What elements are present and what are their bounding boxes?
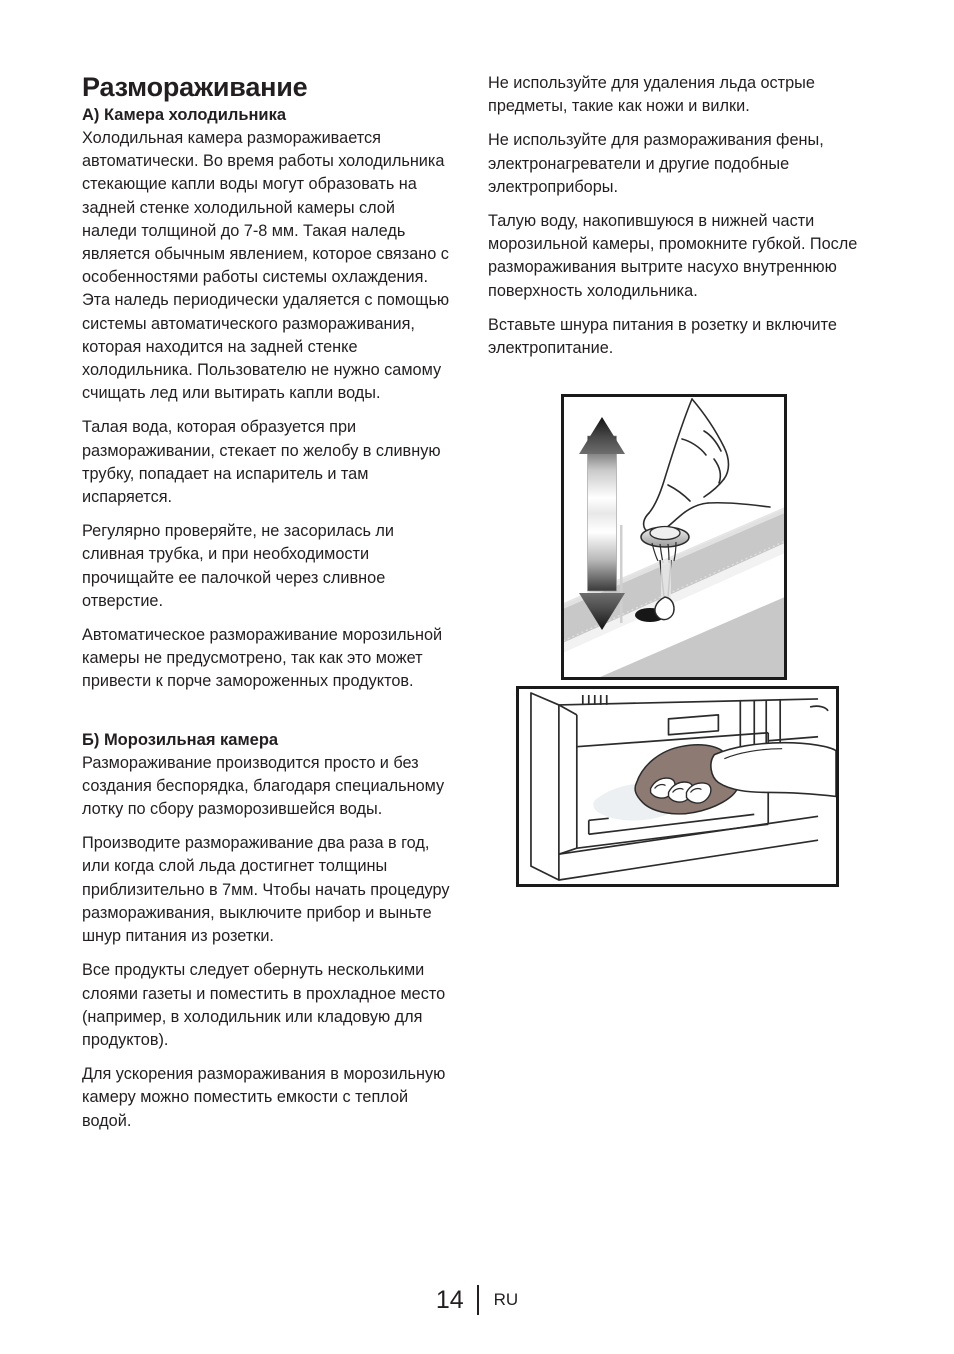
right-paragraph-2: Не используйте для размораживания фены, электронагреватели и другие подобные электроприборы. [488, 131, 824, 196]
section-b-heading: Б) Морозильная камера [82, 730, 279, 749]
section-a-heading: А) Камера холодильника [82, 106, 287, 124]
right-column [488, 72, 860, 360]
right-paragraph-3: Талую воду, накопившуюся в нижней части морозильной камеры, промокните губкой. После размораживания вытрите насухо внутреннюю поверхность холодильника. [488, 212, 858, 300]
drain-plug-illustration [561, 394, 787, 680]
section-a-paragraph-2: Талая вода, которая образуется при размораживании, стекает по желобу в сливную трубку, попадает на испаритель и там испаряется. [82, 418, 441, 507]
section-b-paragraph-4: Для ускорения размораживания в морозильную камеру можно поместить емкости с теплой водой. [82, 1065, 446, 1130]
section-spacer [82, 705, 454, 729]
section-b-paragraph-1: Размораживание производится просто и без создания беспорядка, благодаря специальному лотку по сбору разморозившейся воды. [82, 753, 445, 819]
section-a-paragraph-1: Холодильная камера размораживается автоматически. Во время работы холодильника стекающие капли воды могут образовать на задней стенке холодильной камеры слой наледи толщиной до 7-8 мм. Такая наледь является обычным явлением, которое связано с особенностями работы системы охлаждения. Эта наледь периодически удаляется с помощью системы автоматического размораживания, которая находится на задней стенке холодильника. Пользователю не нужно самому счищать лед или вытирать капли воды. [82, 129, 450, 403]
right-paragraph-4: Вставьте шнура питания в розетку и включите электропитание. [488, 315, 837, 358]
right-paragraph-1: Не используйте для удаления льда острые предметы, такие как ножи и вилки. [488, 74, 815, 116]
page-title: Размораживание [82, 72, 308, 102]
page-footer [0, 1283, 954, 1317]
wipe-freezer-drawing [519, 689, 836, 884]
language-code: RU [493, 1290, 519, 1309]
wipe-freezer-illustration [516, 686, 839, 887]
section-a-paragraph-4: Автоматическое размораживание морозильной камеры не предусмотрено, так как это может привести к порче замороженных продуктов. [82, 626, 443, 691]
drain-plug-drawing [564, 397, 784, 677]
section-b-paragraph-2: Производите размораживание два раза в год, или когда слой льда достигнет толщины приблизительно в 7мм. Чтобы начать процедуру размораживания, выключите прибор и выньте шнур питания из розетки. [82, 834, 450, 946]
left-column [82, 72, 454, 1133]
page-number: 14 [435, 1286, 464, 1314]
section-b-paragraph-3: Все продукты следует обернуть несколькими слоями газеты и поместить в прохладное место (например, в холодильник или кладовую для продуктов). [82, 961, 446, 1049]
section-a-paragraph-3: Регулярно проверяйте, не засорилась ли сливная трубка, и при необходимости прочищайте ее палочкой через сливное отверстие. [82, 522, 394, 610]
